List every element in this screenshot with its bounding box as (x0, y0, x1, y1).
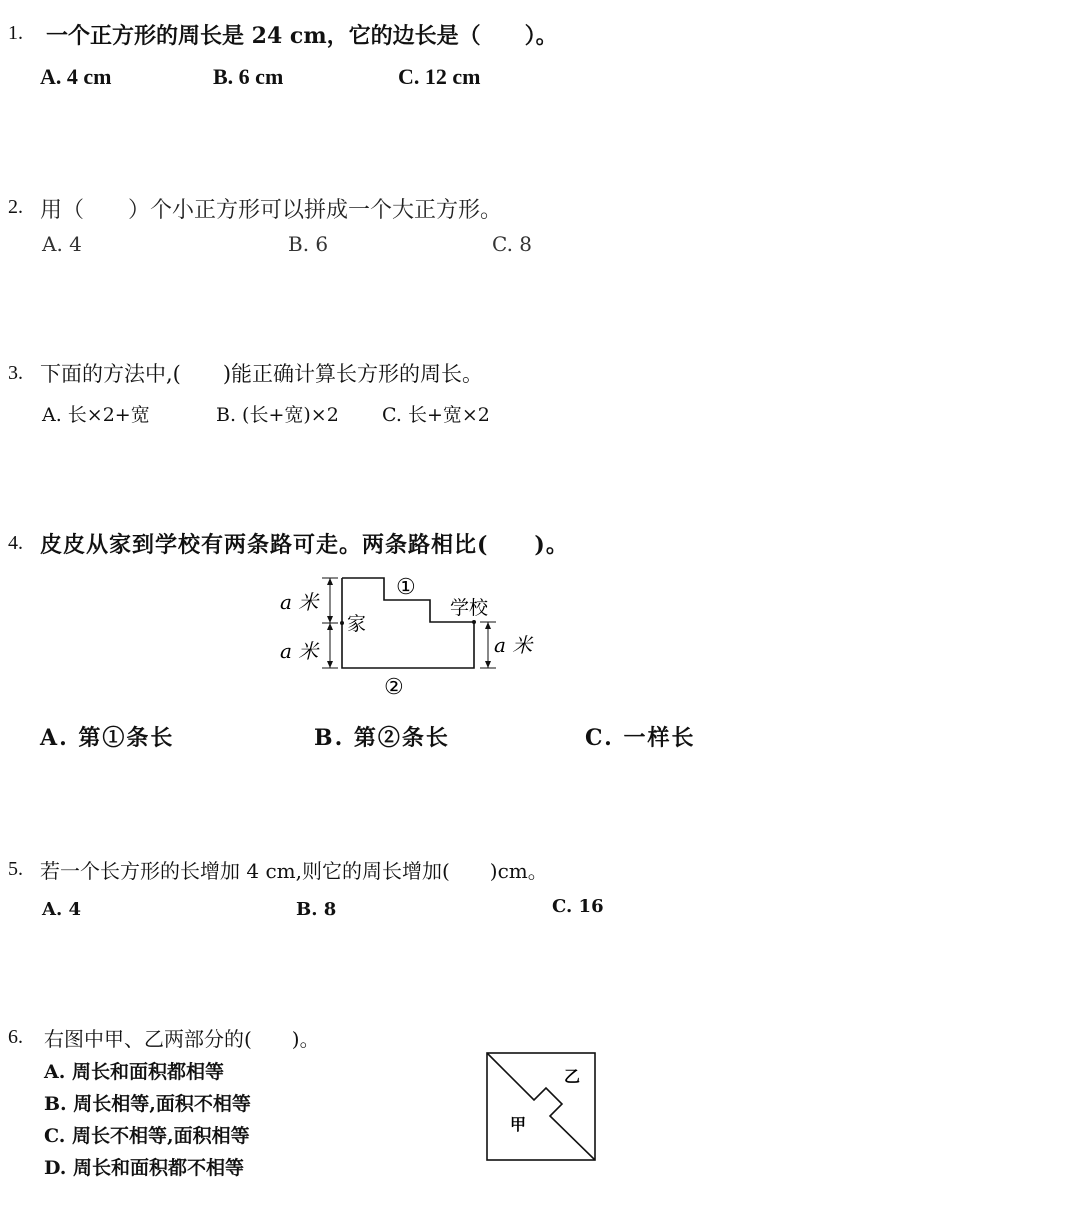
label-a-right: a 米 (494, 633, 533, 657)
option-b: B. 第②条长 (314, 725, 450, 751)
option-c: C. 8 (492, 232, 533, 256)
route-figure (270, 568, 550, 704)
route-2-label: ② (384, 675, 404, 700)
square-division-figure (482, 1048, 600, 1164)
route-1-label: ① (396, 575, 416, 600)
option-a: A. 周长和面积都相等 (44, 1061, 224, 1083)
question-number: 6. (8, 1026, 23, 1048)
option-c: C. 12 cm (398, 64, 481, 89)
option-b: B. 周长相等,面积不相等 (44, 1093, 251, 1115)
option-b: B. 6 cm (213, 64, 284, 89)
question-stem: 下面的方法中,( )能正确计算长方形的周长。 (40, 362, 484, 386)
option-c: C. 一样长 (585, 725, 696, 751)
option-a: A. 4 cm (40, 64, 112, 89)
question-stem: 一个正方形的周长是 24 cm，它的边长是（ ）。 (46, 23, 558, 49)
question-stem: 皮皮从家到学校有两条路可走。两条路相比( )。 (40, 532, 569, 558)
question-stem: 用（ ）个小正方形可以拼成一个大正方形。 (40, 198, 503, 223)
question-stem: 若一个长方形的长增加 4 cm,则它的周长增加( )cm。 (40, 859, 548, 883)
question-number: 5. (8, 858, 23, 880)
option-b: B. 8 (296, 899, 337, 920)
label-home: 家 (347, 613, 367, 635)
option-c: C. 16 (552, 896, 604, 917)
question-stem: 右图中甲、乙两部分的( )。 (44, 1027, 320, 1051)
question-number: 1. (8, 22, 23, 44)
label-jia: 甲 (510, 1115, 527, 1134)
home-dot (340, 621, 344, 625)
label-yi: 乙 (564, 1067, 581, 1086)
option-a: A. 4 (42, 899, 82, 920)
question-number: 4. (8, 532, 23, 554)
question-number: 3. (8, 362, 23, 384)
option-a: A. 第①条长 (40, 725, 175, 751)
option-a: A. 长×2+宽 (42, 404, 150, 426)
option-c: C. 周长不相等,面积相等 (44, 1125, 250, 1147)
school-dot (472, 620, 476, 624)
option-d: D. 周长和面积都不相等 (44, 1157, 245, 1179)
option-a: A. 4 (42, 232, 82, 256)
label-school: 学校 (450, 597, 489, 619)
option-c: C. 长+宽×2 (382, 404, 490, 426)
option-b: B. (长+宽)×2 (216, 404, 339, 426)
label-a-bottom: a 米 (280, 639, 319, 663)
question-number: 2. (8, 196, 23, 218)
option-b: B. 6 (288, 232, 329, 256)
label-a-top: a 米 (280, 590, 319, 614)
